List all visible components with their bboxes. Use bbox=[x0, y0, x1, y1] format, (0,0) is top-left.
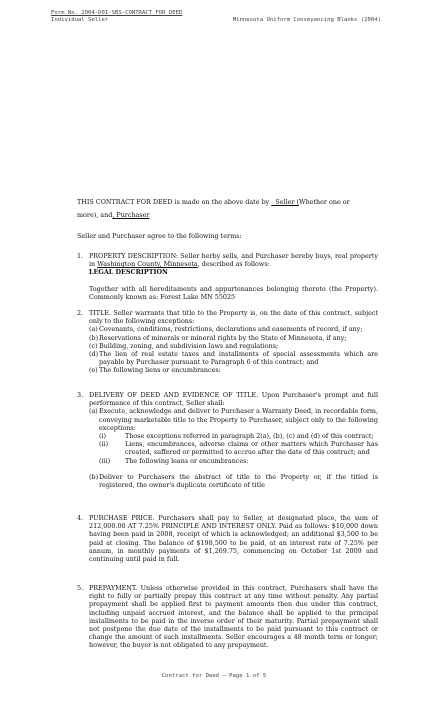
s3-ii-label: (ii) bbox=[99, 440, 109, 449]
s5-item bbox=[77, 584, 378, 650]
s3-a-i bbox=[99, 432, 378, 440]
section-3 bbox=[77, 391, 378, 489]
s2-a-label: (a) bbox=[89, 325, 98, 334]
s3-a-text: Execute, acknowledge and deliver to Purchaser a Warranty Deed, in recordable form, conveying marketable title to the Property to Purchaser, subject only to the following exceptions: bbox=[99, 407, 378, 432]
s2-c bbox=[89, 342, 378, 350]
s3-item bbox=[77, 391, 378, 489]
agree-line bbox=[77, 232, 378, 240]
s2-d-text: The lien of real estate taxes and installments of special assessments which are payable by Purchaser pursuant to Paragraph 6 of this contract; and bbox=[99, 350, 378, 367]
intro-text: THIS CONTRACT FOR DEED is made on the above date by bbox=[77, 198, 270, 206]
s2-a bbox=[89, 325, 378, 333]
intro-line-2 bbox=[77, 209, 378, 222]
s3-i-text: Those exceptions referred in paragraph 2(a), (b), (c) and (d) of this contract; bbox=[125, 432, 374, 441]
page-footer: Contract for Deed – Page 1 of 5 bbox=[161, 673, 267, 679]
legal-description: LEGAL DESCRIPTION bbox=[89, 268, 168, 277]
s2-a-text: Covenants, conditions, restrictions, declarations and easements of record, if any; bbox=[99, 325, 363, 334]
form-header bbox=[51, 10, 381, 24]
section-5 bbox=[77, 584, 378, 650]
s1-a: PROPERTY DESCRIPTION: Seller herby sells, and Purchaser hereby buys, real property in bbox=[89, 252, 378, 269]
intro-section bbox=[77, 196, 378, 222]
s3-a-iii bbox=[99, 457, 378, 465]
s4-num: 4. bbox=[77, 514, 84, 522]
s2-c-label: (c) bbox=[89, 341, 98, 350]
county-text: Washington County, Minnesota bbox=[97, 260, 198, 269]
s2-text: TITLE. Seller warrants that title to the Property is, on the date of this contract, subject only to the following exceptions: bbox=[89, 309, 378, 326]
s2-num: 2. bbox=[77, 309, 84, 317]
s2-b-text: Reservations of minerals or mineral rights by the State of Minnesota, if any; bbox=[99, 333, 347, 342]
section-1 bbox=[77, 252, 378, 301]
s1-text bbox=[89, 252, 378, 268]
form-number: Form No. 2004-D01-SBS-CONTRACT FOR DEED bbox=[51, 10, 183, 16]
agree-text: Seller and Purchaser agree to the following terms: bbox=[77, 232, 242, 240]
s1-item bbox=[77, 252, 378, 301]
s1-num: 1. bbox=[77, 252, 84, 260]
s3-ii-text: Liens, encumbrances, adverse claims or other matters which Purchaser has created, suffered or permitted to accrue after the date of this contract; and bbox=[125, 440, 378, 457]
intro-line-1 bbox=[77, 196, 378, 209]
s3-iii-label: (iii) bbox=[99, 456, 111, 465]
section-4 bbox=[77, 514, 378, 563]
s2-e-label: (e) bbox=[89, 366, 98, 375]
s5-num: 5. bbox=[77, 584, 84, 592]
s2-d-label: (d) bbox=[89, 350, 99, 359]
s5-text: PREPAYMENT. Unless otherwise provided in this contract, Purchasers shall have the right to fully or partially prepay this contract at any time without penalty. Any partial prepayment shall be applied first to payment amounts then due under this contract, including unpaid accrued interest, and the balance shall be applied to the principal installments to be paid in the inverse order of their maturity. Partial prepayment shall not postpone the due date of the installments to be paid pursuant to this contract or change the amount of such installments. Seller encourages a 48 month term or longer; however, the buyer is not obligated to any prepayment. bbox=[89, 584, 378, 650]
s3-b-text: Deliver to Purchasers the abstract of title to the Property or, if the titled is registered, the owner's duplicate certificate of title bbox=[99, 472, 378, 490]
s3-i-label: (i) bbox=[99, 432, 107, 441]
section-2 bbox=[77, 309, 378, 375]
s2-d bbox=[89, 350, 378, 366]
s4-item bbox=[77, 514, 378, 563]
s3-a bbox=[89, 407, 378, 464]
s2-c-text: Building, zoning, and subdivision laws and regulations; bbox=[99, 341, 279, 350]
s3-a-ii bbox=[99, 440, 378, 456]
together-text: Together with all hereditaments and appurtenances belonging thereto (the Property). Commonly known as: Forest Lake MN 55025 bbox=[89, 284, 378, 301]
purchaser-field[interactable]: , Purchaser bbox=[112, 211, 150, 219]
s2-b-label: (b) bbox=[89, 333, 99, 342]
s3-b bbox=[89, 473, 378, 489]
seller-field[interactable]: Seller ( bbox=[271, 198, 299, 206]
header-row bbox=[51, 17, 381, 24]
s3-iii-text: The following leans or encumbrances: bbox=[125, 456, 249, 465]
blank-source: Minnesota Uniform Conveyancing Blanks (2004) bbox=[232, 17, 381, 23]
s4-text: PURCHASE PRICE. Purchasers shall pay to Seller, at designated place, the sum of 212,000.00 AT 7.25% PRINCIPLE AND INTEREST ONLY. Paid as follows: $10,000 down having been paid in 2008, receipt of which is acknowledged; an additional $3,500 to be paid at closing. The balance of $198,500 to be paid, at an interest rate of 7.25% per annum, in monthly payments of $1,269.75, commencing on October 1st 2009 and continuing until paid in full. bbox=[89, 514, 378, 564]
s1-b: , described as follows: bbox=[197, 260, 270, 269]
s2-e-text: The following liens or encumbrances: bbox=[99, 366, 221, 375]
s2-b bbox=[89, 334, 378, 342]
s2-item bbox=[77, 309, 378, 375]
intro-tail: Whether one or bbox=[299, 198, 350, 206]
s3-num: 3. bbox=[77, 391, 84, 399]
s2-e bbox=[89, 366, 378, 374]
s3-text: DELIVERY OF DEED AND EVIDENCE OF TITLE. Upon Purchaser's prompt and full performance of this contract, Seller shall: bbox=[89, 391, 378, 408]
seller-type: Individual Seller bbox=[51, 17, 109, 23]
s3-a-label: (a) bbox=[89, 407, 98, 416]
intro-more: more), and bbox=[77, 211, 113, 219]
s3-b-label: (b) bbox=[89, 472, 99, 481]
